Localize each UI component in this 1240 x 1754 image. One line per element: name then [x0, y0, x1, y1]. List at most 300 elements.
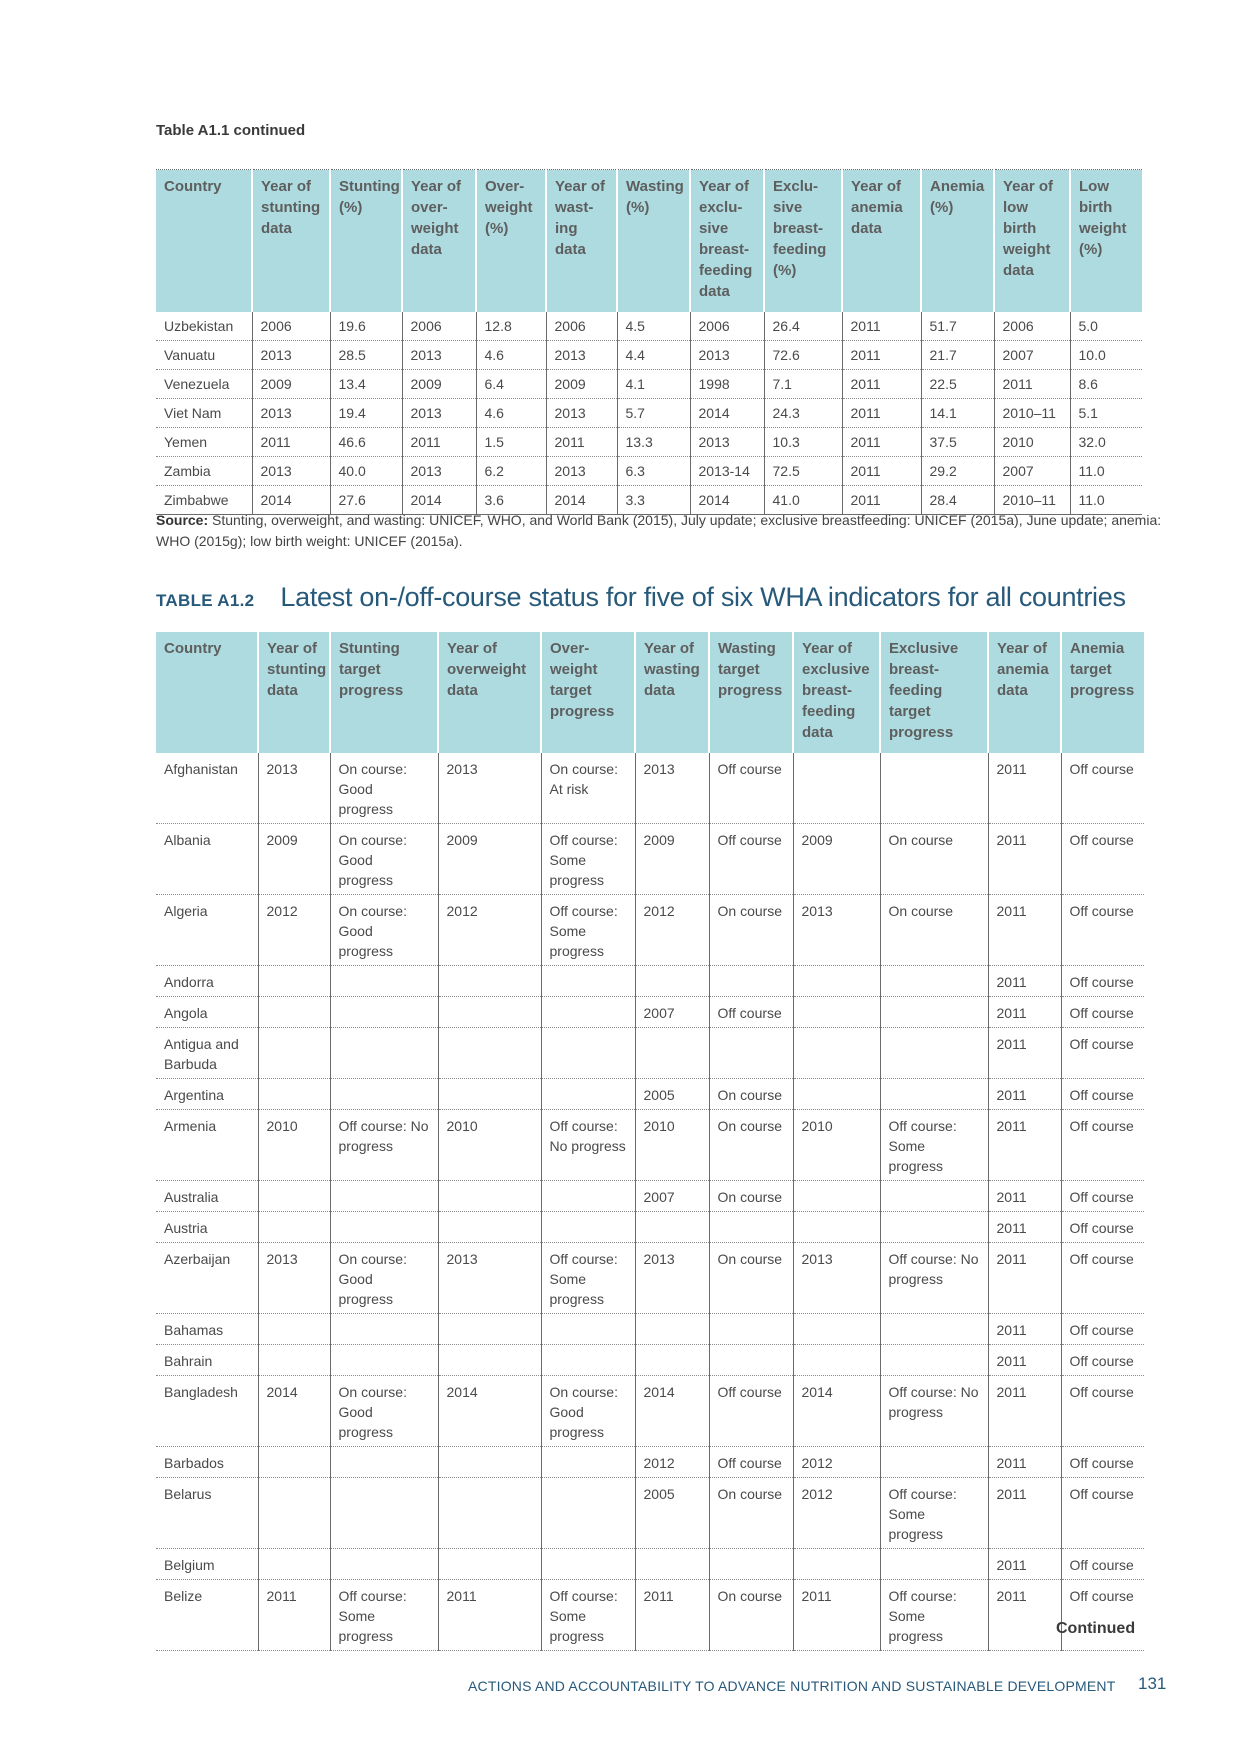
table-cell: Off course [1061, 753, 1144, 824]
table-cell [635, 966, 709, 997]
table-cell: 2011 [402, 428, 476, 457]
table-cell: 2009 [635, 824, 709, 895]
table-cell [541, 1549, 635, 1580]
table-cell: 2010 [994, 428, 1070, 457]
table-cell [793, 753, 880, 824]
table-cell: 2013 [402, 341, 476, 370]
table-cell: 2012 [793, 1478, 880, 1549]
table-cell [880, 1028, 988, 1079]
country-cell: Austria [156, 1212, 258, 1243]
table-cell: Off course: Some progress [541, 1243, 635, 1314]
country-cell: Uzbekistan [156, 312, 252, 341]
table-cell [258, 1549, 330, 1580]
table-cell [880, 1181, 988, 1212]
table-cell [793, 1181, 880, 1212]
column-header: Exclusive breast- feeding target progress [880, 632, 988, 753]
table-cell: Off course [1061, 1478, 1144, 1549]
table-row [156, 1478, 1144, 1549]
column-header: Anemia (%) [921, 170, 994, 313]
table-cell: 2013 [402, 457, 476, 486]
table-cell: Off course [1061, 1212, 1144, 1243]
column-header: Country [156, 632, 258, 753]
column-header: Year of stunting data [252, 170, 330, 313]
table-cell: 27.6 [330, 486, 402, 515]
table-cell: Off course: Some progress [541, 1580, 635, 1651]
table-cell: On course: At risk [541, 753, 635, 824]
table-cell: 5.1 [1070, 399, 1142, 428]
table1-header-row [156, 170, 1142, 313]
table-cell [880, 1345, 988, 1376]
table-cell: 2011 [252, 428, 330, 457]
country-cell: Armenia [156, 1110, 258, 1181]
table-cell: 40.0 [330, 457, 402, 486]
table-cell: 2011 [793, 1580, 880, 1651]
table-cell [793, 1345, 880, 1376]
table-cell [258, 1079, 330, 1110]
table-cell: 2014 [438, 1376, 541, 1447]
table-cell: Off course [1061, 1243, 1144, 1314]
country-cell: Andorra [156, 966, 258, 997]
table-cell [880, 1447, 988, 1478]
table-cell: Off course [1061, 966, 1144, 997]
table-cell: 2013 [690, 428, 764, 457]
table-cell [880, 1079, 988, 1110]
table-cell [438, 966, 541, 997]
table-cell: 2011 [842, 341, 921, 370]
source-text: Stunting, overweight, and wasting: UNICEF, WHO, and World Bank (2015), July update; exclusive breastfeeding: UNICEF (2015a), June update; anemia: WHO (2015g); low birth weight: UNICEF (2015a). [156, 512, 1162, 549]
table-cell: 2012 [635, 895, 709, 966]
table-cell: 4.5 [617, 312, 690, 341]
table-cell: 2011 [988, 824, 1061, 895]
table-cell [438, 1447, 541, 1478]
table-cell [438, 1478, 541, 1549]
table-cell: Off course [1061, 895, 1144, 966]
table-cell: 2013 [546, 399, 617, 428]
table-cell: 4.6 [476, 341, 546, 370]
column-header: Year of wast- ing data [546, 170, 617, 313]
country-cell: Barbados [156, 1447, 258, 1478]
table-cell [541, 997, 635, 1028]
column-header: Year of wasting data [635, 632, 709, 753]
table-cell [438, 1181, 541, 1212]
table-cell: 2006 [252, 312, 330, 341]
table-cell: 13.4 [330, 370, 402, 399]
column-header: Wasting (%) [617, 170, 690, 313]
table-cell: Off course [1061, 1314, 1144, 1345]
table-row [156, 1345, 1144, 1376]
table-cell: 4.4 [617, 341, 690, 370]
table-cell: 2011 [988, 1549, 1061, 1580]
table-cell [330, 1212, 438, 1243]
table-cell: 2010 [635, 1110, 709, 1181]
table-cell [541, 966, 635, 997]
table-cell [438, 1079, 541, 1110]
table-cell: 2009 [252, 370, 330, 399]
table-cell: 2010 [258, 1110, 330, 1181]
table-cell: Off course [1061, 824, 1144, 895]
column-header: Stunting (%) [330, 170, 402, 313]
table-cell: On course [709, 1181, 793, 1212]
table-cell [330, 997, 438, 1028]
table-cell [438, 1028, 541, 1079]
table-cell: 2014 [252, 486, 330, 515]
table-cell [793, 997, 880, 1028]
table-cell: 2013 [252, 457, 330, 486]
table-cell: Off course [1061, 1376, 1144, 1447]
country-cell: Australia [156, 1181, 258, 1212]
table-cell: On course: Good progress [330, 753, 438, 824]
country-cell: Belize [156, 1580, 258, 1651]
table-cell [793, 1212, 880, 1243]
table-row [156, 1243, 1144, 1314]
table-cell: 4.6 [476, 399, 546, 428]
table-cell: On course [709, 1478, 793, 1549]
table-row [156, 997, 1144, 1028]
table-cell: Off course: No progress [541, 1110, 635, 1181]
table-cell: 2013 [252, 341, 330, 370]
table-cell [330, 1549, 438, 1580]
table-row [156, 1580, 1144, 1651]
table-cell: 2012 [258, 895, 330, 966]
table-cell [438, 1549, 541, 1580]
table-cell [330, 1345, 438, 1376]
table-cell: 2005 [635, 1079, 709, 1110]
table-row [156, 1212, 1144, 1243]
table-cell: On course: Good progress [330, 895, 438, 966]
table-cell: 19.4 [330, 399, 402, 428]
table-cell: 2011 [988, 895, 1061, 966]
column-header: Year of low birth weight data [994, 170, 1070, 313]
table-cell: 2007 [635, 997, 709, 1028]
table-cell: 12.8 [476, 312, 546, 341]
column-header: Stunting target progress [330, 632, 438, 753]
table-cell: 2013 [438, 1243, 541, 1314]
table-row [156, 1110, 1144, 1181]
table-cell: 2014 [546, 486, 617, 515]
column-header: Low birth weight (%) [1070, 170, 1142, 313]
table-cell: 2011 [438, 1580, 541, 1651]
table-cell: 2011 [842, 399, 921, 428]
table-cell [258, 1181, 330, 1212]
table-cell: 2007 [994, 457, 1070, 486]
table-cell: 2011 [842, 457, 921, 486]
table-cell: 2011 [988, 1580, 1061, 1651]
table-cell: Off course [1061, 1345, 1144, 1376]
table-cell: 2011 [988, 1212, 1061, 1243]
column-header: Over- weight target progress [541, 632, 635, 753]
table-cell [880, 997, 988, 1028]
table-cell: 2010–11 [994, 486, 1070, 515]
country-cell: Algeria [156, 895, 258, 966]
table-cell: On course [709, 1580, 793, 1651]
table-cell: 2011 [994, 370, 1070, 399]
table-cell: 2011 [988, 997, 1061, 1028]
table-cell: Off course [1061, 1028, 1144, 1079]
table-cell [438, 1314, 541, 1345]
table-cell: 8.6 [1070, 370, 1142, 399]
table-cell [793, 1028, 880, 1079]
table-cell: 2014 [635, 1376, 709, 1447]
continued-note: Continued [1056, 1620, 1136, 1637]
table-cell: 2011 [258, 1580, 330, 1651]
table-cell: 2005 [635, 1478, 709, 1549]
table-cell [541, 1079, 635, 1110]
table-cell: 2011 [988, 1110, 1061, 1181]
table-row [156, 457, 1142, 486]
table-cell: 19.6 [330, 312, 402, 341]
table-row [156, 1028, 1144, 1079]
table-row [156, 1079, 1144, 1110]
table-cell: 22.5 [921, 370, 994, 399]
table-cell [438, 997, 541, 1028]
table-cell: On course [709, 1243, 793, 1314]
table-cell: 2013 [258, 1243, 330, 1314]
table-cell: 10.3 [764, 428, 842, 457]
column-header: Exclu- sive breast- feeding (%) [764, 170, 842, 313]
table-cell: 51.7 [921, 312, 994, 341]
table-cell: 2011 [988, 966, 1061, 997]
table-cell [258, 1345, 330, 1376]
table-cell: 2011 [988, 1314, 1061, 1345]
table-cell: 2011 [988, 1079, 1061, 1110]
table-cell: 2011 [635, 1580, 709, 1651]
table-cell: 2011 [988, 753, 1061, 824]
country-cell: Antigua and Barbuda [156, 1028, 258, 1079]
country-cell: Viet Nam [156, 399, 252, 428]
table-cell [635, 1028, 709, 1079]
table-cell: 28.5 [330, 341, 402, 370]
table-cell [709, 1212, 793, 1243]
column-header: Year of stunting data [258, 632, 330, 753]
table-cell [258, 966, 330, 997]
table-cell: On course [880, 824, 988, 895]
table-cell: Off course [709, 997, 793, 1028]
table-cell: 32.0 [1070, 428, 1142, 457]
table-cell: 2010–11 [994, 399, 1070, 428]
table-cell: Off course [1061, 1447, 1144, 1478]
table-cell: 2012 [635, 1447, 709, 1478]
table-cell: 2014 [793, 1376, 880, 1447]
column-header: Year of exclusive breast- feeding data [793, 632, 880, 753]
table-cell: On course [709, 895, 793, 966]
table-cell: Off course [1061, 1079, 1144, 1110]
table-cell: 7.1 [764, 370, 842, 399]
table-cell: Off course: Some progress [330, 1580, 438, 1651]
table-cell: 2006 [994, 312, 1070, 341]
table-cell: 13.3 [617, 428, 690, 457]
table-cell: Off course [709, 1447, 793, 1478]
table-cell [793, 966, 880, 997]
table-cell: 2014 [690, 399, 764, 428]
table-row [156, 1181, 1144, 1212]
table-cell: Off course [1061, 997, 1144, 1028]
table-cell: Off course [1061, 1181, 1144, 1212]
column-header: Year of overweight data [438, 632, 541, 753]
table-cell [635, 1314, 709, 1345]
table-cell: Off course [709, 824, 793, 895]
table-cell: On course: Good progress [330, 824, 438, 895]
table-cell [541, 1447, 635, 1478]
table-cell: 29.2 [921, 457, 994, 486]
table-cell: 2013 [546, 457, 617, 486]
table-row [156, 895, 1144, 966]
table2-title-block [156, 582, 1126, 613]
table-cell: Off course [1061, 1580, 1144, 1651]
country-cell: Belgium [156, 1549, 258, 1580]
table-cell: 4.1 [617, 370, 690, 399]
table-cell [258, 1447, 330, 1478]
table-row [156, 966, 1144, 997]
table-cell: On course [880, 895, 988, 966]
table-cell: 41.0 [764, 486, 842, 515]
table-cell: Off course: Some progress [541, 824, 635, 895]
table-cell: Off course: No progress [330, 1110, 438, 1181]
table-row [156, 312, 1142, 341]
table-cell: 2014 [402, 486, 476, 515]
country-cell: Angola [156, 997, 258, 1028]
table-cell: 21.7 [921, 341, 994, 370]
table-cell [330, 1079, 438, 1110]
column-header: Over- weight (%) [476, 170, 546, 313]
table-cell: 6.3 [617, 457, 690, 486]
table-cell [793, 1079, 880, 1110]
table-cell: 2014 [258, 1376, 330, 1447]
table-cell: On course: Good progress [330, 1376, 438, 1447]
table-cell: On course [709, 1110, 793, 1181]
table-cell: 2009 [793, 824, 880, 895]
table-cell: 10.0 [1070, 341, 1142, 370]
table-cell [330, 1314, 438, 1345]
table-cell: 2009 [402, 370, 476, 399]
country-cell: Belarus [156, 1478, 258, 1549]
column-header: Year of exclu- sive breast- feeding data [690, 170, 764, 313]
table-cell: 2013 [258, 753, 330, 824]
table-row [156, 1549, 1144, 1580]
table-row [156, 824, 1144, 895]
table1-caption: Table A1.1 continued [156, 122, 306, 139]
table-cell: Off course [709, 1376, 793, 1447]
table-cell [541, 1314, 635, 1345]
column-header: Year of over- weight data [402, 170, 476, 313]
table-cell: 11.0 [1070, 486, 1142, 515]
table-cell: 2011 [842, 428, 921, 457]
country-cell: Zambia [156, 457, 252, 486]
country-cell: Yemen [156, 428, 252, 457]
table-cell [635, 1549, 709, 1580]
table-cell [330, 1181, 438, 1212]
table-cell [258, 1314, 330, 1345]
table-cell: 3.3 [617, 486, 690, 515]
table-cell: Off course [1061, 1110, 1144, 1181]
table-cell [635, 1345, 709, 1376]
table2-header-row [156, 632, 1144, 753]
table-cell: 2011 [842, 486, 921, 515]
table-cell: 2013 [635, 1243, 709, 1314]
country-cell: Bahamas [156, 1314, 258, 1345]
table2-title: Latest on-/off-course status for five of six WHA indicators for all countries [280, 582, 1126, 612]
table-cell [541, 1478, 635, 1549]
table-row [156, 1376, 1144, 1447]
table-cell: On course [709, 1079, 793, 1110]
table-cell: Off course: Some progress [880, 1110, 988, 1181]
table-cell [330, 1478, 438, 1549]
country-cell: Venezuela [156, 370, 252, 399]
table1-body [156, 312, 1142, 515]
country-cell: Bangladesh [156, 1376, 258, 1447]
table-cell: 2011 [988, 1243, 1061, 1314]
table-cell: 2011 [988, 1376, 1061, 1447]
table-cell: 37.5 [921, 428, 994, 457]
table-cell: 2011 [988, 1447, 1061, 1478]
table-cell [880, 1549, 988, 1580]
table-cell [635, 1212, 709, 1243]
table-row [156, 341, 1142, 370]
table-cell: 2006 [402, 312, 476, 341]
table-a1-2 [156, 632, 1144, 1651]
table2-body [156, 753, 1144, 1651]
table-cell [541, 1181, 635, 1212]
table-cell: 72.5 [764, 457, 842, 486]
table-row [156, 1447, 1144, 1478]
table-cell: 24.3 [764, 399, 842, 428]
table-cell [880, 966, 988, 997]
country-cell: Albania [156, 824, 258, 895]
table-cell [709, 966, 793, 997]
table-cell: 28.4 [921, 486, 994, 515]
table-cell: 2013 [635, 753, 709, 824]
table-cell [709, 1345, 793, 1376]
table-cell: 11.0 [1070, 457, 1142, 486]
table1-source [156, 510, 1168, 552]
table-cell [709, 1549, 793, 1580]
table-cell [541, 1345, 635, 1376]
table-cell [880, 753, 988, 824]
table-cell: Off course [1061, 1549, 1144, 1580]
table-cell [541, 1212, 635, 1243]
table-cell: 2013 [793, 895, 880, 966]
column-header: Country [156, 170, 252, 313]
table-a1-1 [156, 169, 1142, 515]
table-cell: 2012 [438, 895, 541, 966]
table-cell: 1998 [690, 370, 764, 399]
table-cell: On course: Good progress [541, 1376, 635, 1447]
table-cell: Off course: Some progress [541, 895, 635, 966]
table-cell: 6.4 [476, 370, 546, 399]
table-cell: 26.4 [764, 312, 842, 341]
table-cell: 2011 [842, 312, 921, 341]
table-cell: 2011 [546, 428, 617, 457]
table-cell [258, 1028, 330, 1079]
table-cell: 2010 [793, 1110, 880, 1181]
table-cell: Off course: Some progress [880, 1478, 988, 1549]
table-cell: 2014 [690, 486, 764, 515]
table-cell [330, 1447, 438, 1478]
table-cell [438, 1345, 541, 1376]
table-cell: 2013 [546, 341, 617, 370]
table-row [156, 370, 1142, 399]
table-cell: 2010 [438, 1110, 541, 1181]
table-cell [709, 1314, 793, 1345]
table-row [156, 428, 1142, 457]
table-cell: 2011 [988, 1028, 1061, 1079]
source-label: Source: [156, 512, 209, 528]
table-cell: 2013 [690, 341, 764, 370]
table-cell: 2012 [793, 1447, 880, 1478]
table-cell [438, 1212, 541, 1243]
table-cell: 2011 [988, 1181, 1061, 1212]
running-footer: ACTIONS AND ACCOUNTABILITY TO ADVANCE NUTRITION AND SUSTAINABLE DEVELOPMENT [468, 1678, 1116, 1694]
table-cell: 2006 [546, 312, 617, 341]
